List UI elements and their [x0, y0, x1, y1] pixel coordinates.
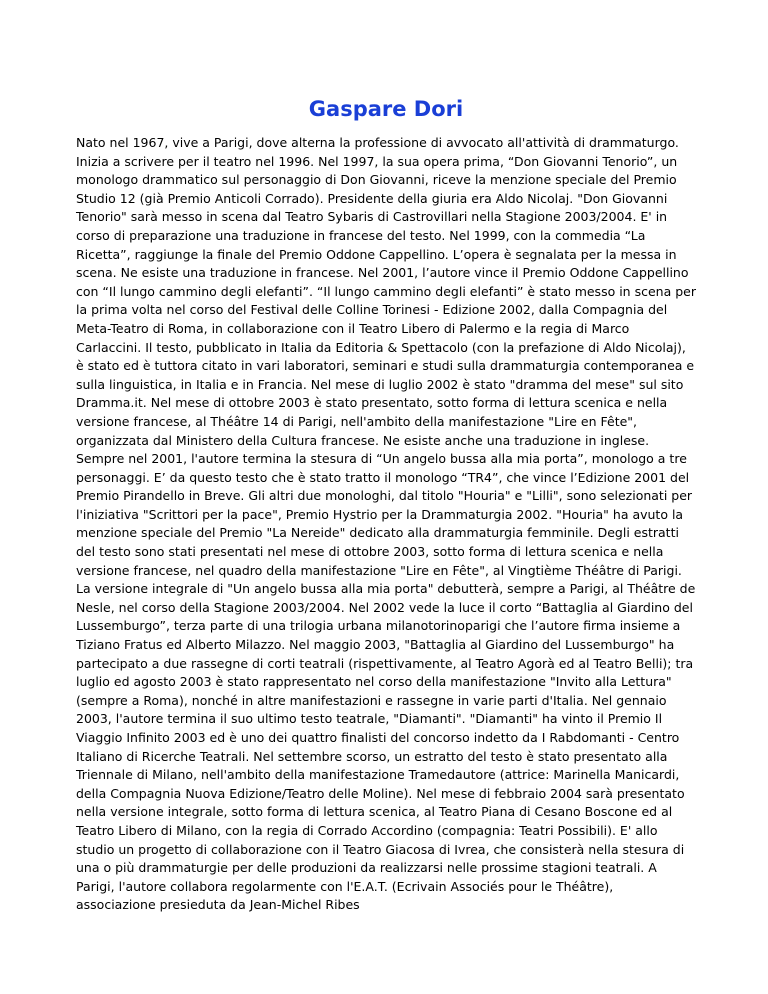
- biography-paragraph: Nato nel 1967, vive a Parigi, dove alterna la professione di avvocato all'attività di drammaturgo. Inizia a scrivere per il teatro nel 1996. Nel 1997, la sua opera prima, “Don Giovanni Tenorio”, un monologo drammatico sul personaggio di Don Giovanni, riceve la menzione speciale del Premio Studio 12 (già Premio Anticoli Corrado). Presidente della giuria era Aldo Nicolaj. "Don Giovanni Tenorio" sarà messo in scena dal Teatro Sybaris di Castrovillari nella Stagione 2003/2004. E' in corso di preparazione una traduzione in francese del testo. Nel 1999, con la commedia “La Ricetta”, raggiunge la finale del Premio Oddone Cappellino. L’opera è segnalata per la messa in scena. Ne esiste una traduzione in francese. Nel 2001, l’autore vince il Premio Oddone Cappellino con “Il lungo cammino degli elefanti”. “Il lungo cammino degli elefanti” è stato messo in scena per la prima volta nel corso del Festival delle Colline Torinesi - Edizione 2002, dalla Compagnia del Meta-Teatro di Roma, in collaborazione con il Teatro Libero di Palermo e la regia di Marco Carlaccini. Il testo, pubblicato in Italia da Editoria & Spettacolo (con la prefazione di Aldo Nicolaj), è stato ed è tuttora citato in vari laboratori, seminari e studi sulla drammaturgia contemporanea e sulla linguistica, in Italia e in Francia. Nel mese di luglio 2002 è stato "dramma del mese" sul sito Dramma.it. Nel mese di ottobre 2003 è stato presentato, sotto forma di lettura scenica e nella versione francese, al Théâtre 14 di Parigi, nell'ambito della manifestazione "Lire en Fête", organizzata dal Ministero della Cultura francese. Ne esiste anche una traduzione in inglese. Sempre nel 2001, l'autore termina la stesura di “Un angelo bussa alla mia porta”, monologo a tre personaggi. E’ da questo testo che è stato tratto il monologo “TR4”, che vince l’Edizione 2001 del Premio Pirandello in Breve. Gli altri due monologhi, dal titolo "Houria" e "Lilli", sono selezionati per l'iniziativa "Scrittori per la pace", Premio Hystrio per la Drammaturgia 2002. "Houria" ha avuto la menzione speciale del Premio "La Nereide" dedicato alla drammaturgia femminile. Degli estratti del testo sono stati presentati nel mese di ottobre 2003, sotto forma di lettura scenica e nella versione francese, nel quadro della manifestazione "Lire en Fête", al Vingtième Théâtre di Parigi. La versione integrale di "Un angelo bussa alla mia porta" debutterà, sempre a Parigi, al Théâtre de Nesle, nel corso della Stagione 2003/2004. Nel 2002 vede la luce il corto “Battaglia al Giardino del Lussemburgo”, terza parte di una trilogia urbana milanotorinoparigi che l’autore firma insieme a Tiziano Fratus ed Alberto Milazzo. Nel maggio 2003, "Battaglia al Giardino del Lussemburgo" ha partecipato a due rassegne di corti teatrali (rispettivamente, al Teatro Agorà ed al Teatro Belli); tra luglio ed agosto 2003 è stato rappresentato nel corso della manifestazione "Invito alla Lettura" (sempre a Roma), nonché in altre manifestazioni e rassegne in varie parti d'Italia. Nel gennaio 2003, l'autore termina il suo ultimo testo teatrale, "Diamanti". "Diamanti" ha vinto il Premio Il Viaggio Infinito 2003 ed è uno dei quattro finalisti del concorso indetto da I Rabdomanti - Centro Italiano di Ricerche Teatrali. Nel settembre scorso, un estratto del testo è stato presentato alla Triennale di Milano, nell'ambito della manifestazione Tramedautore (attrice: Marinella Manicardi, della Compagnia Nuova Edizione/Teatro delle Moline). Nel mese di febbraio 2004 sarà presentato nella versione integrale, sotto forma di lettura scenica, al Teatro Piana di Cesano Boscone ed al Teatro Libero di Milano, con la regia di Corrado Accordino (compagnia: Teatri Possibili). E' allo studio un progetto di collaborazione con il Teatro Giacosa di Ivrea, che consisterà nella stesura di una o più drammaturgie per delle produzioni da realizzarsi nelle prossime stagioni teatrali. A Parigi, l'autore collabora regolarmente con l'E.A.T. (Ecrivain Associés pour le Théâtre), associazione presieduta da Jean-Michel Ribes: [76, 135, 696, 913]
- document-page: [76, 95, 696, 915]
- page-title: Gaspare Dori: [308, 97, 464, 121]
